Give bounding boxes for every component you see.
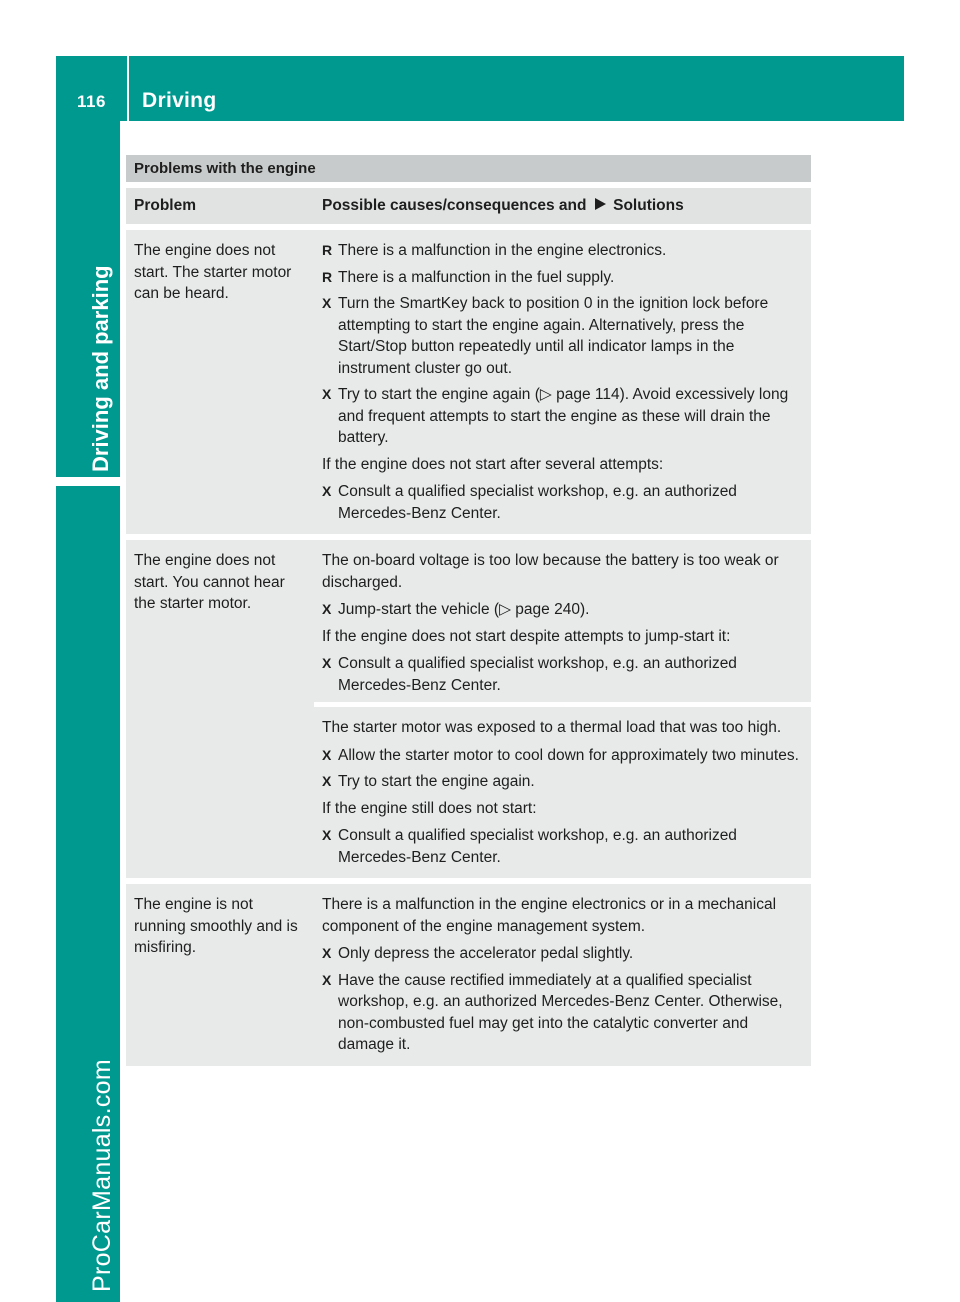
block-divider <box>314 702 811 707</box>
step-item <box>322 943 803 965</box>
problem-cell: The engine is not running smoothly and is misfiring. <box>126 884 314 1066</box>
item-text: Consult a qualified specialist workshop, e.g. an authorized Mercedes-Benz Center. <box>338 827 737 866</box>
table-title: Problems with the engine <box>126 155 811 182</box>
bullet-mark: R <box>322 268 333 285</box>
table-row <box>126 540 811 878</box>
cause-text: There is a malfunction in the engine electronics or in a mechanical component of the engine management system. <box>322 896 777 935</box>
item-text: There is a malfunction in the fuel supply. <box>338 268 615 286</box>
item-text: Have the cause rectified immediately at a qualified specialist workshop, e.g. an authorized Mercedes-Benz Center. Otherwise, non-combusted fuel may get into the catalytic converter and damage it. <box>338 971 783 1053</box>
step-mark: X <box>322 945 332 961</box>
page-header-bar <box>56 56 904 121</box>
step-item <box>322 293 803 379</box>
cause-text: If the engine does not start despite attempts to jump-start it: <box>322 627 731 645</box>
problem-cell: The engine does not start. You cannot hear the starter motor. <box>126 540 314 878</box>
play-arrow-icon <box>593 197 607 211</box>
step-item <box>322 599 803 621</box>
step-mark: X <box>322 295 332 311</box>
item-text: Allow the starter motor to cool down for approximately two minutes. <box>338 746 799 764</box>
solution-cell <box>314 884 811 1066</box>
solution-block <box>322 550 803 696</box>
item-text: Try to start the engine again (▷ page 114). Avoid excessively long and frequent attempts to start the engine as these will drain the battery. <box>338 386 789 446</box>
section-title: Driving <box>142 89 217 112</box>
solution-block <box>322 894 803 1056</box>
item-text: Consult a qualified specialist workshop, e.g. an authorized Mercedes-Benz Center. <box>338 655 737 694</box>
step-item <box>322 825 803 868</box>
item-text: Turn the SmartKey back to position 0 in the ignition lock before attempting to start the engine again. Alternatively, press the Start/Stop button repeatedly until all indicator lamps in the instrument cluster go out. <box>338 295 769 377</box>
table-header-row <box>126 188 811 224</box>
cause-item <box>322 240 803 262</box>
step-mark: X <box>322 483 332 499</box>
cause-text: If the engine still does not start: <box>322 799 537 817</box>
cause-item <box>322 267 803 289</box>
item-text: There is a malfunction in the engine electronics. <box>338 242 667 259</box>
cause-text: If the engine does not start after several attempts: <box>322 455 664 473</box>
cause-text: The starter motor was exposed to a thermal load that was too high. <box>322 719 782 736</box>
column-header-solutions-label: Solutions <box>613 197 684 215</box>
solution-block <box>322 717 803 868</box>
step-mark: X <box>322 655 332 671</box>
step-mark: X <box>322 827 332 843</box>
step-mark: X <box>322 386 332 402</box>
problem-cell: The engine does not start. The starter motor can be heard. <box>126 230 314 534</box>
page-number: 116 <box>77 92 106 111</box>
step-item <box>322 481 803 524</box>
watermark: ProCarManuals.com <box>88 1059 116 1292</box>
item-text: Try to start the engine again. <box>338 773 535 790</box>
step-mark: X <box>322 971 332 988</box>
item-text: Consult a qualified specialist workshop, e.g. an authorized Mercedes-Benz Center. <box>338 483 737 522</box>
column-header-problem: Problem <box>126 188 314 224</box>
chapter-label: Driving and parking <box>88 265 113 472</box>
bullet-mark: R <box>322 242 333 258</box>
step-mark: X <box>322 773 332 789</box>
step-mark: X <box>322 746 332 763</box>
step-item <box>322 384 803 449</box>
solution-block <box>322 240 803 524</box>
header-divider <box>127 56 129 121</box>
item-text: Jump-start the vehicle (▷ page 240). <box>338 601 590 618</box>
column-header-solutions <box>314 188 811 224</box>
step-item <box>322 771 803 793</box>
step-item <box>322 970 803 1056</box>
step-mark: X <box>322 601 332 617</box>
solution-cell <box>314 230 811 534</box>
table-body <box>126 224 811 1066</box>
cause-text: The on-board voltage is too low because the battery is too weak or discharged. <box>322 552 779 591</box>
solution-cell <box>314 540 811 878</box>
problems-table <box>126 188 811 1066</box>
step-item <box>322 653 803 696</box>
column-header-causes-label: Possible causes/consequences and <box>322 197 587 215</box>
step-item <box>322 745 803 767</box>
table-row <box>126 230 811 534</box>
table-row <box>126 884 811 1066</box>
item-text: Only depress the accelerator pedal slightly. <box>338 945 634 962</box>
